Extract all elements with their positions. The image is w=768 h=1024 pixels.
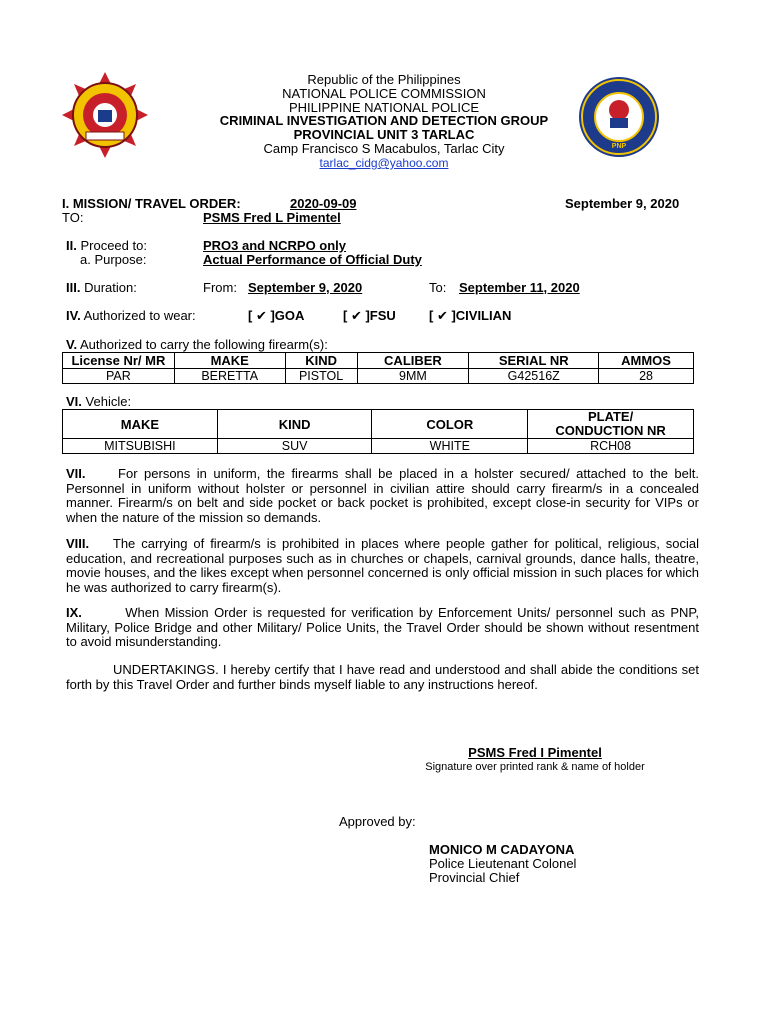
firearms-table — [62, 352, 694, 384]
proceed-label: Proceed to: — [80, 238, 147, 253]
table-cell: BERETTA — [174, 369, 285, 384]
table-header-row — [63, 353, 694, 369]
section4-number: IV. — [66, 308, 81, 323]
paragraph-text: When Mission Order is requested for verification by Enforcement Units/ personnel such as PNP, Military, Police Bridge and other Military/ Police Units, the Travel Order should be shown without resentment to avoid misunderstanding. — [66, 605, 699, 649]
to-date: September 11, 2020 — [459, 280, 580, 295]
section3-number: III. — [66, 280, 81, 295]
to-label: TO: — [62, 210, 84, 225]
table-cell: 9MM — [357, 369, 469, 384]
column-header: License Nr/ MR — [63, 353, 175, 369]
purpose-label: a. Purpose: — [80, 252, 147, 267]
column-header: KIND — [285, 353, 357, 369]
header-address: Camp Francisco S Macabulos, Tarlac City — [263, 141, 505, 156]
table-cell: PISTOL — [285, 369, 357, 384]
wear-fsu-checkbox: [ ✔ ]FSU — [343, 308, 396, 323]
paragraph-vii — [66, 467, 699, 525]
column-header: KIND — [217, 410, 372, 439]
purpose-value: Actual Performance of Official Duty — [203, 252, 422, 267]
table-cell: 28 — [599, 369, 694, 384]
column-header-line: PLATE/ — [587, 409, 634, 424]
to-name: PSMS Fred L Pimentel — [203, 210, 341, 225]
approver-rank: Police Lieutenant Colonel — [429, 856, 577, 871]
table-cell: MITSUBISHI — [63, 439, 218, 454]
duration-label: Duration: — [84, 280, 137, 295]
header-napolcom: NATIONAL POLICE COMMISSION — [282, 86, 486, 101]
column-header: SERIAL NR — [469, 353, 599, 369]
column-header: AMMOS — [599, 353, 694, 369]
paragraph-ix — [66, 606, 699, 650]
approver-name: MONICO M CADAYONA — [429, 842, 575, 857]
header-republic: Republic of the Philippines — [307, 72, 461, 87]
table-cell: WHITE — [372, 439, 528, 454]
table-cell: G42516Z — [469, 369, 599, 384]
section2-number: II. — [66, 238, 77, 253]
paragraph-number: VII. — [66, 466, 86, 481]
paragraph-number: VIII. — [66, 536, 90, 551]
wear-goa-checkbox: [ ✔ ]GOA — [248, 308, 305, 323]
section6-number: VI. — [66, 394, 82, 409]
order-date: September 9, 2020 — [565, 196, 680, 211]
holder-name: PSMS Fred I Pimentel — [468, 745, 602, 760]
table-cell: SUV — [217, 439, 372, 454]
table-cell: RCH08 — [528, 439, 694, 454]
paragraph-text: The carrying of firearm/s is prohibited in places where people gather for political, religious, social education, and recreational purposes such as in churches or chapels, carnival grounds, dance halls, theatre, movie houses, and the likes except when personnel concerned is only official mission in such places for which he was authorized to carry firearm(s). — [66, 536, 699, 595]
approver-title: Provincial Chief — [429, 870, 520, 885]
firearms-label: Authorized to carry the following firearm(s): — [80, 337, 328, 352]
paragraph-text: For persons in uniform, the firearms shall be placed in a holster secured/ attached to the belt. Personnel in uniform without holster or personnel in civilian attire should carry firearm/s in a concealed manner. Firearm/s on belt and side pocket or back pocket is prohibited, except close-in security for VIPs or when the nature of the mission so demands. — [66, 466, 699, 525]
header-cidg: CRIMINAL INVESTIGATION AND DETECTION GROUP — [219, 113, 549, 128]
from-date: September 9, 2020 — [248, 280, 363, 295]
table-cell: PAR — [63, 369, 175, 384]
vehicle-label: Vehicle: — [85, 394, 132, 409]
section5-number: V. — [66, 337, 78, 352]
wear-civilian-checkbox: [ ✔ ]CIVILIAN — [429, 308, 512, 323]
table-row — [63, 369, 694, 384]
header-provincial-unit: PROVINCIAL UNIT 3 TARLAC — [293, 127, 475, 142]
table-row — [63, 439, 694, 454]
section1-label: I. MISSION/ TRAVEL ORDER: — [62, 196, 241, 211]
header-email-link[interactable]: tarlac_cidg@yahoo.com — [319, 156, 449, 170]
paragraph-number: IX. — [66, 605, 82, 620]
approved-label: Approved by: — [339, 814, 416, 829]
column-header: COLOR — [372, 410, 528, 439]
seal-bottom-text: PNP — [611, 143, 627, 150]
column-header-line: CONDUCTION NR — [555, 423, 666, 438]
paragraph-viii — [66, 537, 699, 595]
holder-caption: Signature over printed rank & name of holder — [425, 761, 645, 773]
to-date-label: To: — [429, 280, 447, 295]
column-header: CALIBER — [357, 353, 469, 369]
proceed-value: PRO3 and NCRPO only — [203, 238, 347, 253]
header-pnp: PHILIPPINE NATIONAL POLICE — [289, 100, 479, 115]
wear-label: Authorized to wear: — [83, 308, 196, 323]
column-header — [528, 410, 694, 439]
column-header: MAKE — [63, 410, 218, 439]
from-label: From: — [203, 280, 237, 295]
table-header-row — [63, 410, 694, 439]
paragraph-undertakings: UNDERTAKINGS. I hereby certify that I have read and understood and shall abide the conditions set forth by this Travel Order and further binds myself liable to any instructions hereof. — [66, 662, 699, 692]
order-number: 2020-09-09 — [290, 196, 357, 211]
column-header: MAKE — [174, 353, 285, 369]
vehicle-table — [62, 409, 694, 454]
